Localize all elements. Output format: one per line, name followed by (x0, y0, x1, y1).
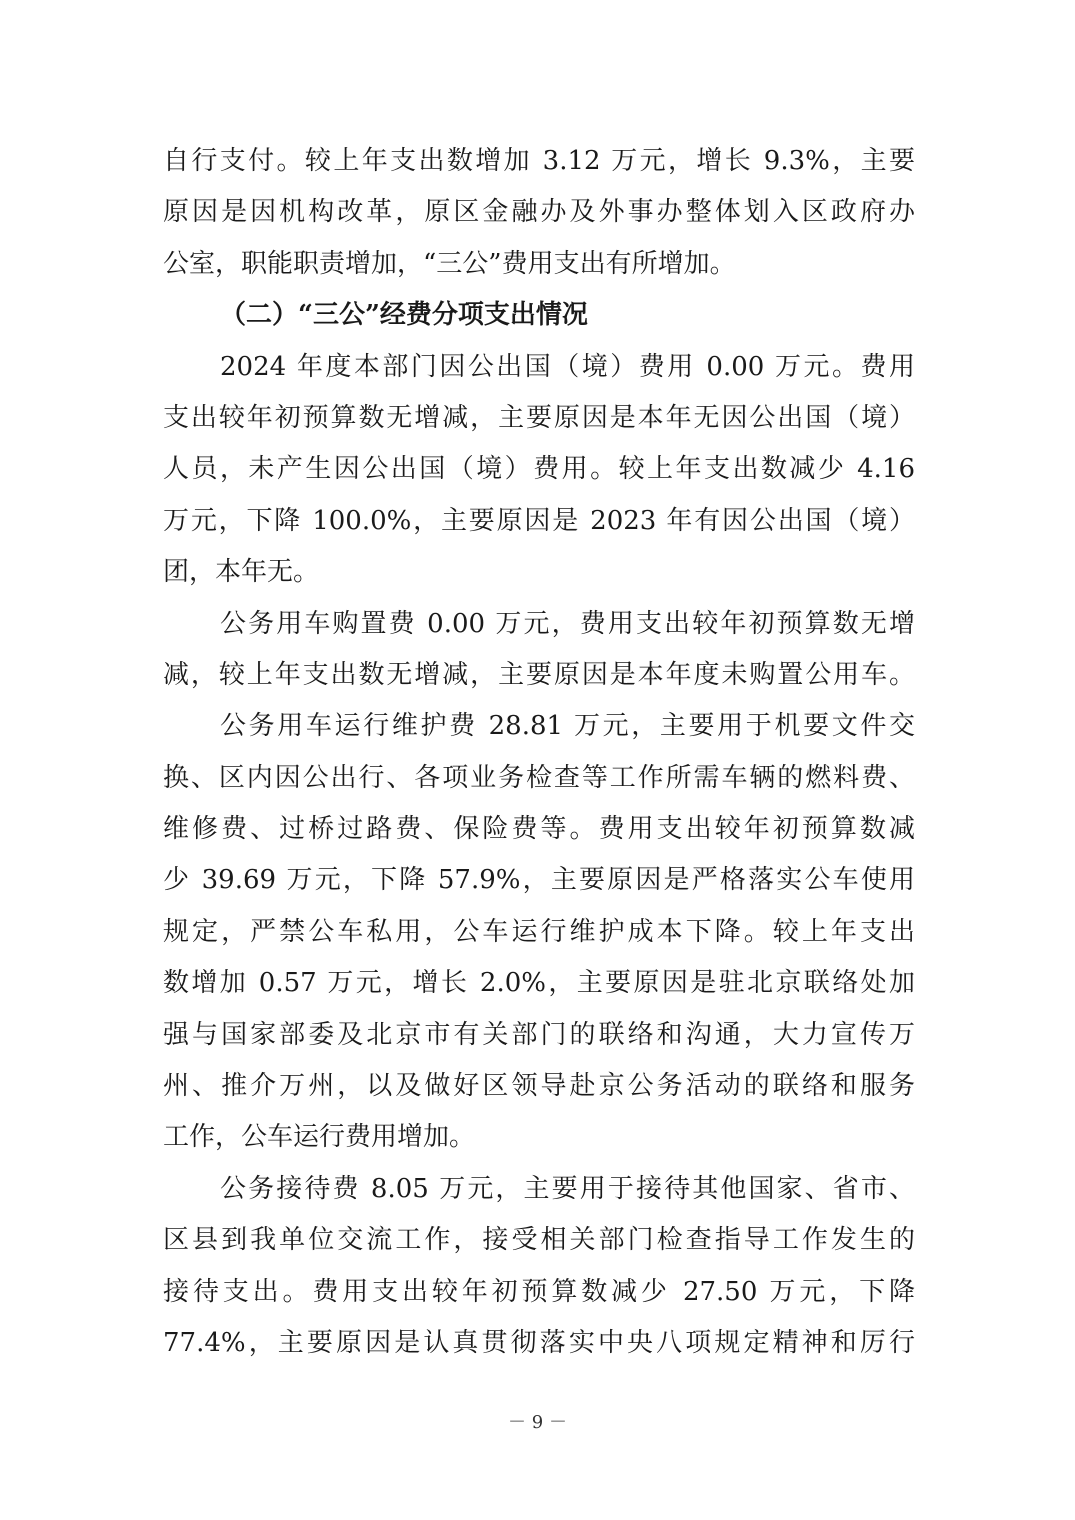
text-line: 强与国家部委及北京市有关部门的联络和沟通，大力宣传万 (163, 1019, 915, 1050)
text-line: 支出较年初预算数无增减，主要原因是本年无因公出国（境） (163, 402, 915, 433)
text-line: 减，较上年支出数无增减，主要原因是本年度未购置公用车。 (163, 659, 915, 690)
text-line: 公务接待费 8.05 万元，主要用于接待其他国家、省市、 (220, 1173, 915, 1204)
text-line: 接待支出。费用支出较年初预算数减少 27.50 万元，下降 (163, 1276, 915, 1307)
text-line: 公室，职能职责增加，“三公”费用支出有所增加。 (163, 248, 736, 279)
text-line: 州、推介万州，以及做好区领导赴京公务活动的联络和服务 (163, 1071, 915, 1102)
text-line: 规定，严禁公车私用，公车运行维护成本下降。较上年支出 (163, 916, 915, 947)
text-line: 工作，公车运行费用增加。 (163, 1122, 476, 1153)
text-line: 维修费、过桥过路费、保险费等。费用支出较年初预算数减 (163, 814, 915, 845)
text-line: 原因是因机构改革，原区金融办及外事办整体划入区政府办 (163, 197, 915, 228)
text-line: 人员，未产生因公出国（境）费用。较上年支出数减少 4.16 (163, 454, 915, 485)
text-line: 团，本年无。 (163, 557, 320, 588)
page-number: － 9 － (508, 1412, 567, 1433)
text-line: 区县到我单位交流工作，接受相关部门检查指导工作发生的 (163, 1225, 915, 1256)
text-line: 万元，下降 100.0%，主要原因是 2023 年有因公出国（境） (163, 505, 915, 536)
document-body (163, 136, 915, 1369)
text-line: 自行支付。较上年支出数增加 3.12 万元，增长 9.3%，主要 (163, 146, 915, 176)
text-line: 77.4%，主要原因是认真贯彻落实中央八项规定精神和厉行 (163, 1327, 915, 1358)
text-line: 公务用车运行维护费 28.81 万元，主要用于机要文件交 (220, 711, 915, 742)
text-line: 公务用车购置费 0.00 万元，费用支出较年初预算数无增 (220, 608, 915, 639)
text-line: 少 39.69 万元，下降 57.9%，主要原因是严格落实公车使用 (163, 865, 915, 896)
section-heading: （二）“三公”经费分项支出情况 (220, 300, 588, 331)
text-line: 数增加 0.57 万元，增长 2.0%，主要原因是驻北京联络处加 (163, 968, 915, 999)
text-line: 2024 年度本部门因公出国（境）费用 0.00 万元。费用 (220, 351, 915, 382)
text-line: 换、区内因公出行、各项业务检查等工作所需车辆的燃料费、 (163, 762, 915, 793)
